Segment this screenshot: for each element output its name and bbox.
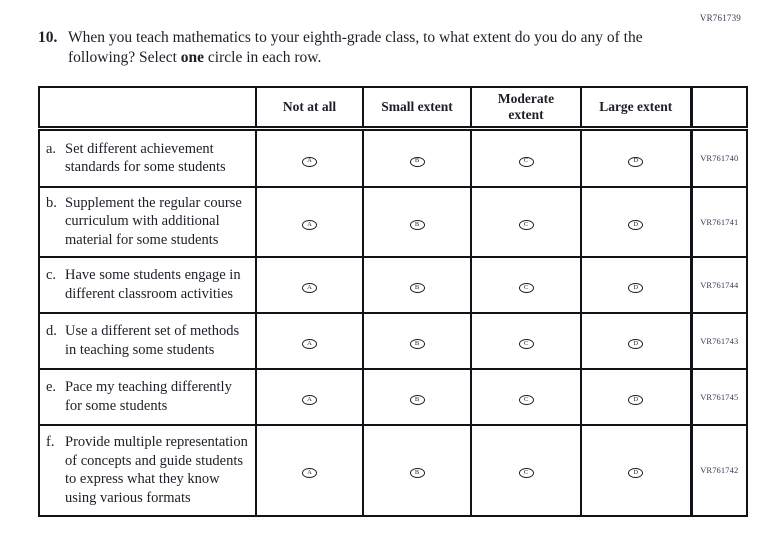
option-circle-e-C[interactable]: C	[519, 395, 534, 405]
row-text-f: Provide multiple representation of concepts and guide students to express what they know using various formats	[65, 434, 248, 506]
table-row-b	[39, 187, 747, 257]
header-large-extent: Large extent	[581, 87, 691, 129]
cell-a-small	[363, 129, 471, 187]
row-prefix-f: f.	[46, 434, 55, 450]
option-circle-c-A[interactable]: A	[302, 283, 317, 293]
option-circle-e-B[interactable]: B	[410, 395, 425, 405]
header-small-extent: Small extent	[363, 87, 471, 129]
question-block	[38, 28, 668, 67]
cell-b-not-at-all	[256, 187, 363, 257]
row-text-c: Have some students engage in different classroom activities	[65, 267, 241, 302]
survey-table	[38, 86, 748, 517]
cell-b-moderate	[471, 187, 581, 257]
option-circle-c-B[interactable]: B	[410, 283, 425, 293]
row-label-e	[39, 369, 256, 425]
table-row-a	[39, 129, 747, 187]
table-row-e	[39, 369, 747, 425]
option-circle-d-A[interactable]: A	[302, 339, 317, 349]
cell-c-not-at-all	[256, 257, 363, 313]
cell-f-small	[363, 425, 471, 516]
row-text-b: Supplement the regular course curriculum with additional material for some students	[65, 194, 242, 248]
cell-e-not-at-all	[256, 369, 363, 425]
row-prefix-b: b.	[46, 194, 57, 211]
row-prefix-c: c.	[46, 267, 57, 283]
cell-c-large	[581, 257, 691, 313]
row-prefix-d: d.	[46, 323, 57, 339]
row-label-d	[39, 313, 256, 369]
cell-b-small	[363, 187, 471, 257]
cell-f-not-at-all	[256, 425, 363, 516]
header-moderate-extent: Moderate extent	[471, 87, 581, 129]
option-circle-a-C[interactable]: C	[519, 157, 534, 167]
option-circle-c-D[interactable]: D	[628, 283, 643, 293]
option-circle-f-B[interactable]: B	[410, 468, 425, 478]
cell-e-moderate	[471, 369, 581, 425]
question-text	[68, 28, 668, 67]
option-circle-d-D[interactable]: D	[628, 339, 643, 349]
cell-d-large	[581, 313, 691, 369]
option-circle-e-D[interactable]: D	[628, 395, 643, 405]
option-circle-d-C[interactable]: C	[519, 339, 534, 349]
cell-b-large	[581, 187, 691, 257]
row-prefix-a: a.	[46, 140, 57, 157]
row-text-d: Use a different set of methods in teaching some students	[65, 323, 240, 358]
header-empty	[39, 87, 256, 129]
row-label-b	[39, 187, 256, 257]
cell-e-large	[581, 369, 691, 425]
cell-a-large	[581, 129, 691, 187]
option-circle-b-B[interactable]: B	[410, 220, 425, 230]
cell-a-moderate	[471, 129, 581, 187]
option-circle-a-B[interactable]: B	[410, 157, 425, 167]
row-text-e: Pace my teaching differently for some students	[65, 379, 232, 414]
row-text-a: Set different achievement standards for some students	[65, 140, 226, 176]
cell-a-not-at-all	[256, 129, 363, 187]
cell-d-not-at-all	[256, 313, 363, 369]
row-vr-code-d: VR761743	[691, 313, 747, 369]
row-label-c	[39, 257, 256, 313]
cell-d-small	[363, 313, 471, 369]
option-circle-b-A[interactable]: A	[302, 220, 317, 230]
header-row	[39, 87, 747, 129]
page-vr-code: VR761739	[699, 13, 741, 23]
option-circle-d-B[interactable]: B	[410, 339, 425, 349]
option-circle-a-A[interactable]: A	[302, 157, 317, 167]
question-text-bold: one	[180, 48, 205, 66]
option-circle-f-D[interactable]: D	[628, 468, 643, 478]
table-row-d	[39, 313, 747, 369]
option-circle-b-C[interactable]: C	[519, 220, 534, 230]
question-text-start: When you teach mathematics to your eighth-grade class, to what extent do you do any of the following? Select	[68, 29, 643, 66]
row-prefix-e: e.	[46, 379, 57, 395]
table-row-c	[39, 257, 747, 313]
cell-f-large	[581, 425, 691, 516]
table-row-f	[39, 425, 747, 516]
option-circle-c-C[interactable]: C	[519, 283, 534, 293]
cell-e-small	[363, 369, 471, 425]
row-vr-code-b: VR761741	[691, 187, 747, 257]
header-not-at-all: Not at all	[256, 87, 363, 129]
row-vr-code-a: VR761740	[691, 129, 747, 187]
option-circle-f-C[interactable]: C	[519, 468, 534, 478]
row-vr-code-f: VR761742	[691, 425, 747, 516]
header-vr-empty	[691, 87, 747, 129]
option-circle-a-D[interactable]: D	[628, 157, 643, 167]
row-vr-code-e: VR761745	[691, 369, 747, 425]
question-text-end: circle in each row.	[204, 48, 322, 66]
option-circle-b-D[interactable]: D	[628, 220, 643, 230]
cell-c-moderate	[471, 257, 581, 313]
option-circle-e-A[interactable]: A	[302, 395, 317, 405]
row-label-a	[39, 129, 256, 187]
question-number: 10.	[38, 29, 58, 46]
cell-d-moderate	[471, 313, 581, 369]
cell-f-moderate	[471, 425, 581, 516]
cell-c-small	[363, 257, 471, 313]
option-circle-f-A[interactable]: A	[302, 468, 317, 478]
row-vr-code-c: VR761744	[691, 257, 747, 313]
row-label-f	[39, 425, 256, 516]
